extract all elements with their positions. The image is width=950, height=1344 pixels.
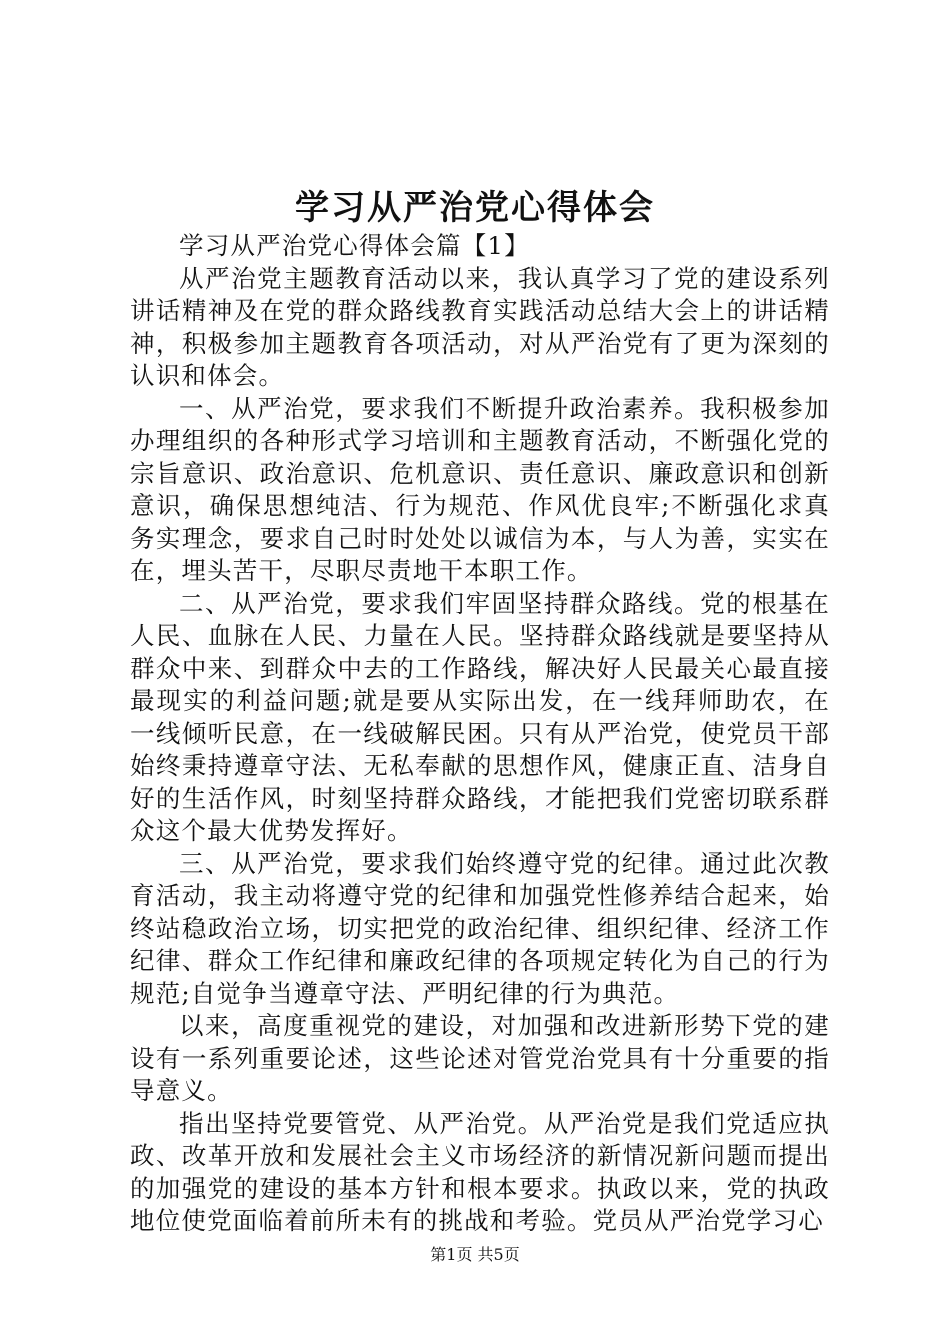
section-heading: 学习从严治党心得体会篇【1】 <box>179 231 530 260</box>
paragraph: 一、从严治党，要求我们不断提升政治素养。我积极参加办理组织的各种形式学习培训和主题教育活动，不断强化党的宗旨意识、政治意识、危机意识、责任意识、廉政意识和创新意识，确保思想纯洁、行为规范、作风优良牢;不断强化求真务实理念，要求自己时时处处以诚信为本，与人为善，实实在在，埋头苦干，尽职尽责地干本职工作。 <box>130 393 830 585</box>
page-number-footer: 第1页 共5页 <box>430 1245 520 1264</box>
page-title: 学习从严治党心得体会 <box>295 188 655 228</box>
paragraph: 三、从严治党，要求我们始终遵守党的纪律。通过此次教育活动，我主动将遵守党的纪律和加强党性修养结合起来，始终站稳政治立场，切实把党的政治纪律、组织纪律、经济工作纪律、群众工作纪律和廉政纪律的各项规定转化为自己的行为规范;自觉争当遵章守法、严明纪律的行为典范。 <box>130 848 830 1008</box>
paragraph: 指出坚持党要管党、从严治党。从严治党是我们党适应执政、改革开放和发展社会主义市场经济的新情况新问题而提出的加强党的建设的基本方针和根本要求。执政以来，党的执政地位使党面临着前所未有的挑战和考验。党员从严治党学习心 <box>130 1108 830 1235</box>
paragraph: 从严治党主题教育活动以来，我认真学习了党的建设系列讲话精神及在党的群众路线教育实践活动总结大会上的讲话精神，积极参加主题教育各项活动，对从严治党有了更为深刻的认识和体会。 <box>130 263 830 390</box>
paragraph: 二、从严治党，要求我们牢固坚持群众路线。党的根基在人民、血脉在人民、力量在人民。坚持群众路线就是要坚持从群众中来、到群众中去的工作路线，解决好人民最关心最直接最现实的利益问题;就是要从实际出发，在一线拜师助农，在一线倾听民意，在一线破解民困。只有从严治党，使党员干部始终秉持遵章守法、无私奉献的思想作风，健康正直、洁身自好的生活作风，时刻坚持群众路线，才能把我们党密切联系群众这个最大优势发挥好。 <box>130 588 830 845</box>
paragraph: 以来，高度重视党的建设，对加强和改进新形势下党的建设有一系列重要论述，这些论述对管党治党具有十分重要的指导意义。 <box>130 1011 830 1105</box>
document-body <box>130 230 830 1238</box>
